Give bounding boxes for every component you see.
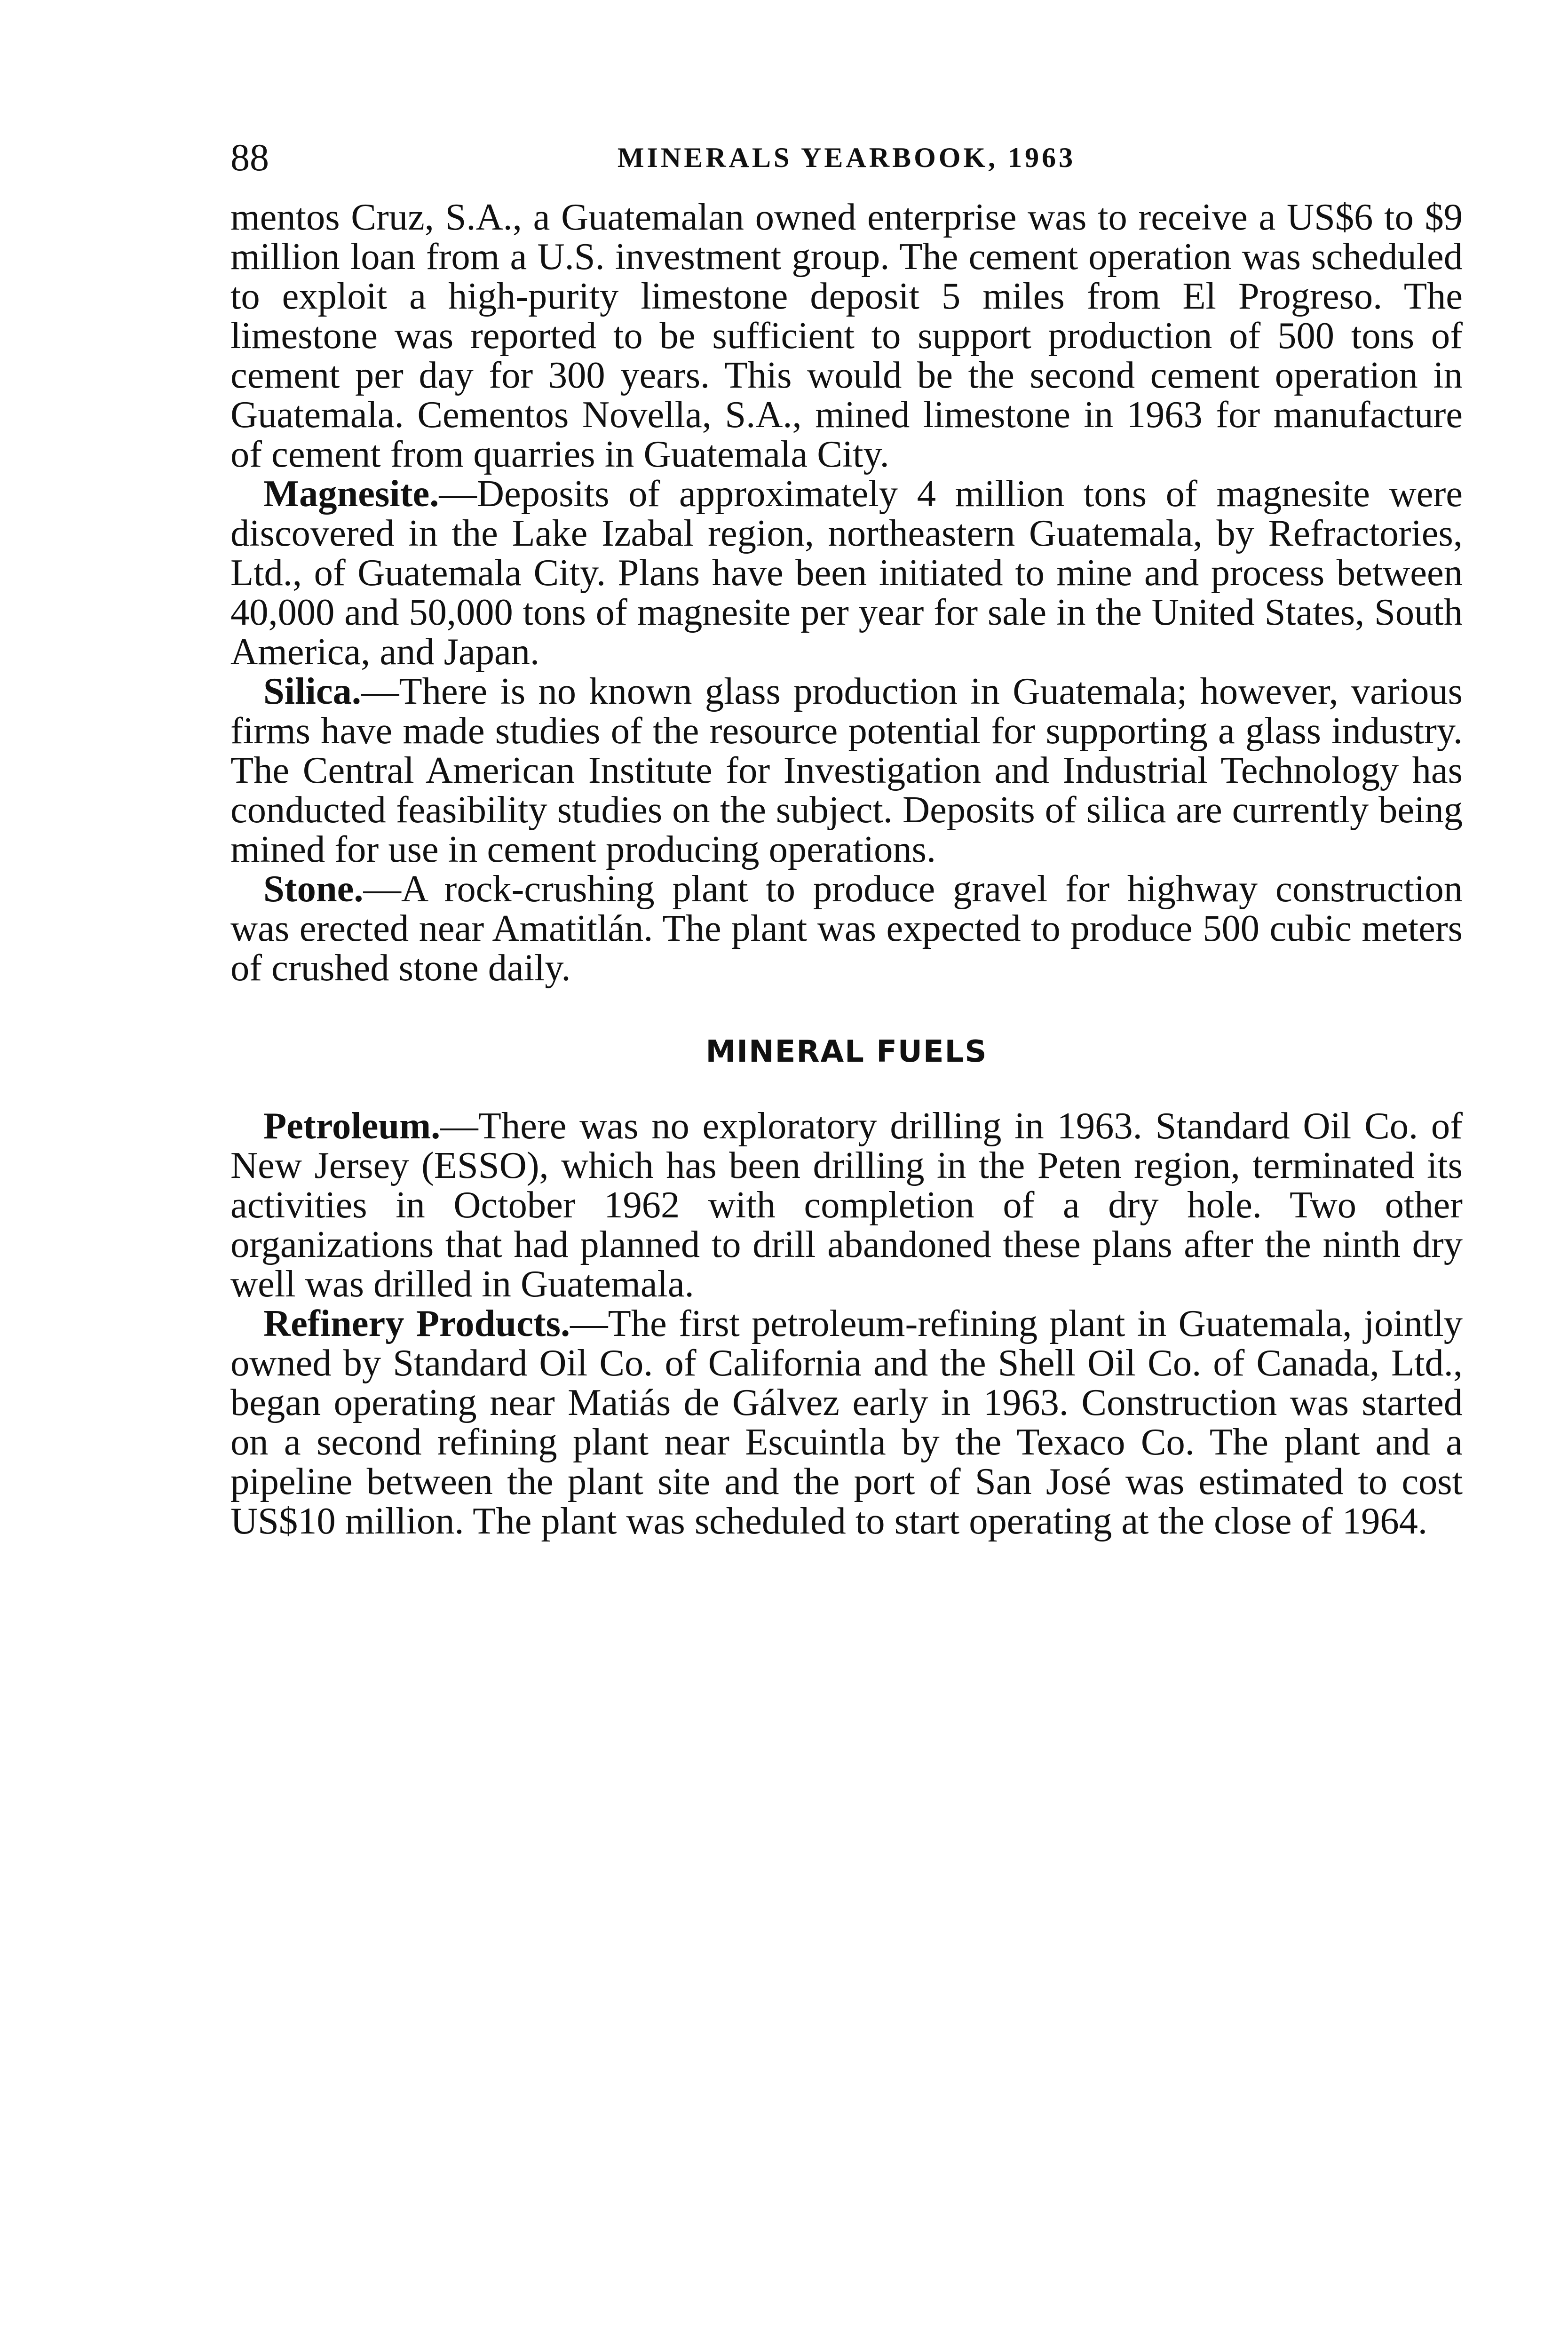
run-in-heading-magnesite: Magnesite. — [263, 473, 439, 515]
paragraph-text: —The first petroleum-refining plant in Guatemala, jointly owned by Standard Oil Co. of California and the Shell Oil Co. of Canada, Ltd., began operating near Matiás de Gálvez early in 1963. Construction was started on a second refining plant near Escuintla by the Texaco Co. The plant and a pipeline between the plant site and the port of San José was estimated to cost US$10 million. The plant was scheduled to start operating at the close of 1964. — [230, 1303, 1463, 1542]
page-number: 88 — [230, 136, 269, 179]
paragraph-stone — [230, 869, 1463, 988]
running-title: MINERALS YEARBOOK, 1963 — [617, 142, 1076, 173]
paragraph-text: mentos Cruz, S.A., a Guatemalan owned enterprise was to receive a US$6 to $9 million loan from a U.S. investment group. The cement operation was scheduled to exploit a high-purity limestone deposit 5 miles from El Progreso. The limestone was reported to be sufficient to support production of 500 tons of cement per day for 300 years. This would be the second cement operation in Guatemala. Cementos Novella, S.A., mined limestone in 1963 for manufacture of cement from quarries in Guatemala City. — [230, 196, 1463, 475]
paragraph-petroleum — [230, 1106, 1463, 1304]
page-header — [230, 134, 1463, 181]
run-in-heading-stone: Stone. — [263, 868, 364, 910]
paragraph-silica — [230, 672, 1463, 869]
paragraph-text: —Deposits of approximately 4 million tons of magnesite were discovered in the Lake Izabal region, northeastern Guatemala, by Refractories, Ltd., of Guatemala City. Plans have been initiated to mine and process between 40,000 and 50,000 tons of magnesite per year for sale in the United States, South America, and Japan. — [230, 473, 1463, 673]
paragraph-text: —There was no exploratory drilling in 1963. Standard Oil Co. of New Jersey (ESSO), which has been drilling in the Peten region, terminated its activities in October 1962 with completion of a dry hole. Two other organizations that had planned to drill abandoned these plans after the ninth dry well was drilled in Guatemala. — [230, 1105, 1463, 1305]
paragraph-text: —A rock-crushing plant to produce gravel for highway construction was erected near Amatitlán. The plant was expected to produce 500 cubic meters of crushed stone daily. — [230, 868, 1463, 989]
paragraph-refinery-products — [230, 1304, 1463, 1541]
paragraph-magnesite — [230, 474, 1463, 672]
paragraph-text: —There is no known glass production in Guatemala; however, various firms have made studies of the resource potential for supporting a glass industry. The Central American Institute for Investigation and Industrial Technology has conducted feasibility studies on the subject. Deposits of silica are currently being mined for use in cement producing operations. — [230, 670, 1463, 870]
run-in-heading-refinery-products: Refinery Products. — [263, 1303, 570, 1344]
paragraph-cement-continued — [230, 198, 1463, 474]
run-in-heading-petroleum: Petroleum. — [263, 1105, 441, 1147]
section-heading-mineral-fuels: MINERAL FUELS — [705, 1034, 988, 1069]
page-body — [230, 198, 1463, 1541]
run-in-heading-silica: Silica. — [263, 670, 361, 712]
